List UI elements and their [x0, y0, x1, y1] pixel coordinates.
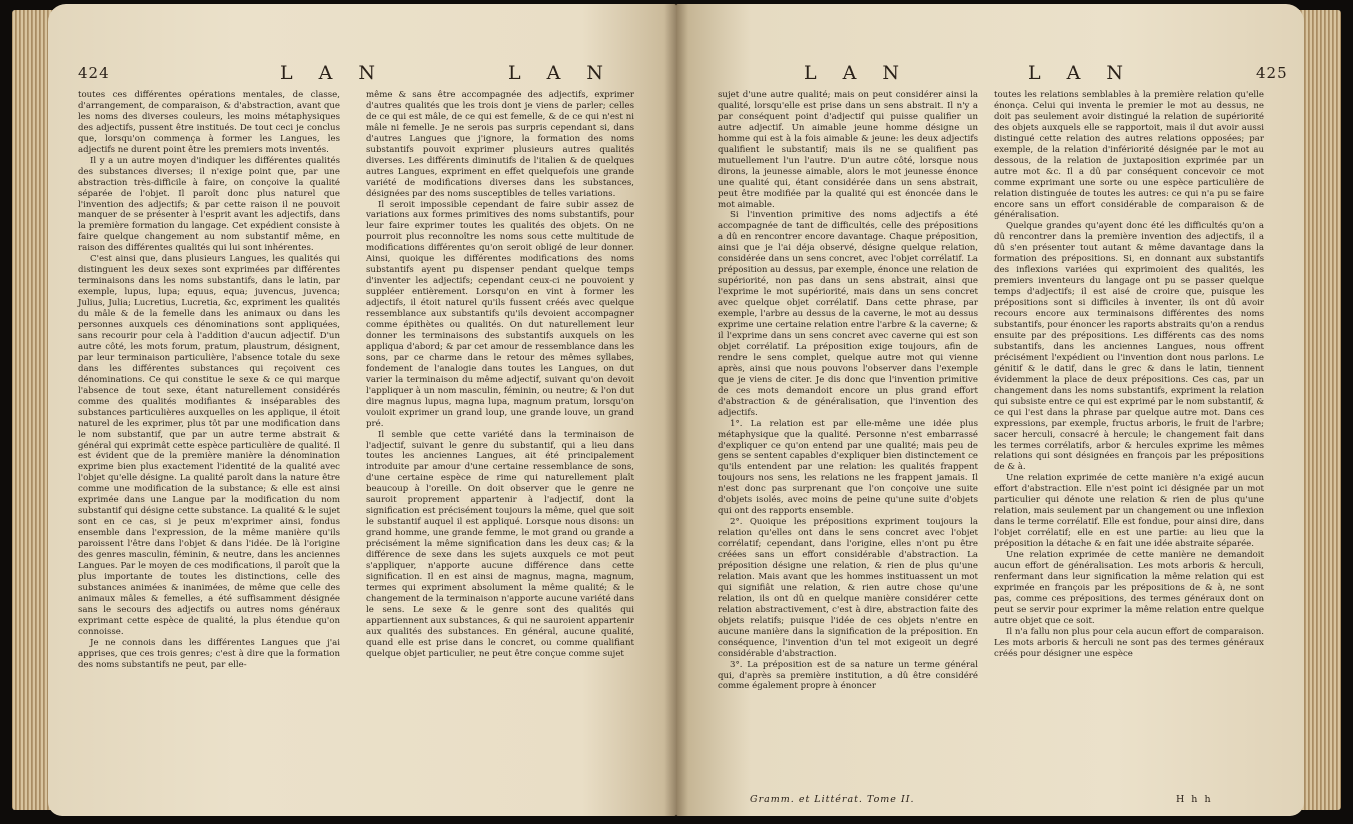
running-head: L A N	[804, 62, 910, 84]
paragraph: Quelque grandes qu'ayent donc été les difficultés qu'on a dû rencontrer dans la première invention des adjectifs, il a dû s'en présenter tout autant & même davantage dans la formation des prépositions. Si, en donnant aux substantifs des inflexions variées qui exprimoient des qualités, les premiers inventeurs du langage ont pu se passer quelque temps d'adjectifs; il est aisé de croire que, puisque les prépositions sont si difficiles à inventer, ils ont dû avoir recours encore aux terminaisons différentes des noms substantifs, pour énoncer les raports abstraits qu'on a rendus ensuite par des prépositions. Les différents cas des noms substantifs, dans les anciennes Langues, nous offrent précisément l'expédient ou l'invention dont nous parlons. Le génitif & le datif, dans le grec & dans le latin, tiennent évidemment la place de deux prépositions. Ces cas, par un changement dans les noms substantifs, expriment la relation qui subsiste entre ce qui est exprimé par le nom substantif, & ce qui l'est dans la phrase par quelque autre mot. Dans ces expressions, par exemple, fructus arboris, le fruit de l'arbre; sacer herculi, consacré à hercule; le changement fait dans les termes corrélatifs, arbor & hercules exprime les mêmes relations qui sont désignées en françois par les prépositions de & à.	[994, 221, 1264, 473]
paragraph: toutes ces différentes opérations mentales, de classe, d'arrangement, de comparaison, & d'abstraction, avant que les noms des diverses couleurs, les moins métaphysiques des adjectifs, pussent être institués. De tout ceci je conclus que, lorsqu'on commença à former les Langues, les adjectifs ne durent point être les premiers mots inventés.	[78, 90, 340, 155]
running-head: L A N	[280, 62, 386, 84]
paragraph: sujet d'une autre qualité; mais on peut considérer ainsi la qualité, lorsqu'elle est prise dans un sens abstrait. Il n'y a par conséquent point d'adjectif qui puisse qualifier un autre adjectif. Un aimable jeune homme désigne un homme qui est à la fois aimable & jeune: les deux adjectifs qualifient le substantif; mais ils ne se qualifient pas mutuellement l'un l'autre. D'un autre côté, lorsque nous dirons, la jeunesse aimable, alors le mot jeunesse énonce une qualité qui, étant considérée dans un sens abstrait, peut être modifiée par la qualité qui est énoncée dans le mot aimable.	[718, 90, 978, 210]
paragraph: 3°. La préposition est de sa nature un terme général qui, d'après sa première institution, a dû être considéré comme également propre à énoncer	[718, 659, 978, 692]
text-column-2	[366, 90, 634, 660]
paragraph: Si l'invention primitive des noms adjectifs a été accompagnée de tant de difficultés, celle des prépositions a dû en rencontrer encore davantage. Chaque préposition, ainsi que je l'ai déja observé, désigne quelque relation, considérée dans un sens concret, avec l'objet corrélatif. La préposition au dessus, par exemple, énonce une relation de supériorité, non pas dans un sens abstrait, ainsi que l'exprime le mot supériorité, mais dans un sens concret avec quelque objet corrélatif. Dans cette phrase, par exemple, l'arbre au dessus de la caverne, le mot au dessus exprime une certaine relation entre l'arbre & la caverne; & il l'exprime dans un sens concret avec caverne qui est son objet corrélatif. La préposition exige toujours, afin de rendre le sens complet, quelque autre mot qui vienne après, ainsi que nous pouvons l'observer dans l'exemple que je viens de citer. Je dis donc que l'invention primitive de ces mots demandoit encore un plus grand effort d'abstraction & de généralisation, que l'invention des adjectifs.	[718, 210, 978, 418]
signature-mark: H h h	[1176, 794, 1213, 805]
text-column-1	[78, 90, 340, 671]
paragraph: Il y a un autre moyen d'indiquer les différentes qualités des substances diverses; il n'exige point que, par une abstraction très-difficile à faire, on conçoive la qualité séparée de l'objet. Il paroît donc plus naturel que l'invention des adjectifs; & par cette raison il ne pouvoit manquer de se présenter à l'esprit avant les adjectifs, dans la première formation du langage. Cet expédient consiste à faire quelque changement au nom substantif même, en raison des différentes qualités qui lui sont inhérentes.	[78, 155, 340, 254]
text-column-1	[718, 90, 978, 692]
text-column-2	[994, 90, 1264, 660]
left-page	[48, 4, 676, 816]
book-gutter	[664, 4, 688, 816]
footer-title: Gramm. et Littérat. Tome II.	[750, 794, 915, 805]
page-number: 424	[78, 64, 110, 82]
paragraph: même & sans être accompagnée des adjectifs, exprimer d'autres qualités que les trois dont je viens de parler; celles de ce qui est mâle, de ce qui est femelle, & de ce qui n'est ni mâle ni femelle. Je ne serois pas surpris cependant si, dans d'autres Langues que j'ignore, la formation des noms substantifs pouvoit exprimer plusieurs autres qualités diverses. Les différents diminutifs de l'italien & de quelques autres Langues, expriment en effet quelquefois une grande variété de modifications diverses dans les substances, désignées par des noms susceptibles de telles variations.	[366, 90, 634, 199]
paragraph: Il seroit impossible cependant de faire subir assez de variations aux formes primitives des noms substantifs, pour leur faire exprimer toutes les qualités des objets. On ne pourroit plus reconnoître les noms sous cette multitude de modifications différentes qu'on seroit obligé de leur donner. Ainsi, quoique les différentes modifications des noms substantifs ayent pu dispenser pendant quelque temps d'inventer les adjectifs; cependant ceux-ci ne pouvoient y suppléer entièrement. Lorsqu'on en vint à former les adjectifs, il étoit naturel qu'ils fussent créés avec quelque ressemblance aux substantifs qu'ils devoient accompagner comme épithètes ou qualités. On dut naturellement leur donner les terminaisons des substantifs auxquels on les appliqua d'abord; & par cet amour de ressemblance dans les sons, par ce charme dans le retour des mêmes syllabes, fondement de l'analogie dans toutes les Langues, on dut varier la terminaison du même adjectif, suivant qu'on devoit l'appliquer à un nom masculin, féminin, ou neutre; & l'on dut dire magnus lupus, magna lupa, magnum pratum, lorsqu'on vouloit exprimer un grand loup, une grande louve, un grand pré.	[366, 199, 634, 429]
paragraph: Une relation exprimée de cette manière ne demandoit aucun effort de généralisation. Les mots arboris & herculi, renfermant dans leur signification la même relation qui est exprimée en françois par les prépositions de & à, ne sont pas, comme ces prépositions, des termes généraux dont on peut se servir pour exprimer la même relation entre quelque autre objet que ce soit.	[994, 550, 1264, 626]
right-page	[676, 4, 1304, 816]
running-head: L A N	[1028, 62, 1134, 84]
paragraph: 1°. La relation est par elle-même une idée plus métaphysique que la qualité. Personne n'est embarrassé d'expliquer ce qu'on entend par une qualité; mais peu de gens se sentent capables d'expliquer bien distinctement ce qu'ils entendent par une relation: les qualités frappent toujours nos sens, les relations ne les frappent jamais. Il n'est donc pas surprenant que l'on conçoive une suite d'objets isolés, avec moins de peine qu'une suite d'objets qui ont des rapports ensemble.	[718, 418, 978, 517]
paragraph: toutes les relations semblables à la première relation qu'elle énonça. Celui qui inventa le premier le mot au dessus, ne doit pas seulement avoir distingué la relation de supériorité des objets auxquels elle se rapportoit, mais il dut avoir aussi distingué cette relation des autres relations opposées; par exemple, de la relation d'infériorité désignée par le mot au dessous, de la relation de juxtaposition exprimée par un autre mot &c. Il a dû par conséquent concevoir ce mot comme exprimant une sorte ou une espèce particulière de relation distinguée de toutes les autres: ce qui n'a pu se faire encore sans un effort considérable de comparaison & de généralisation.	[994, 90, 1264, 221]
paragraph: C'est ainsi que, dans plusieurs Langues, les qualités qui distinguent les deux sexes sont exprimées par différentes terminaisons dans les noms substantifs, dans le latin, par exemple, lupus, lupa; equus, equa; juvencus, juvenca; Julius, Julia; Lucretius, Lucretia, &c, expriment les qualités du mâle & de la femelle dans les animaux ou dans les personnes auxquels ces dénominations sont appliquées, sans recourir pour cela à l'addition d'aucun adjectif. D'un autre côté, les mots forum, pratum, plaustrum, désignent, par leur terminaison particulière, l'absence totale du sexe dans les différentes substances qui reçoivent ces dénominations. Ce qui constitue le sexe & ce qui marque l'absence de tout sexe, étant naturellement considérés comme des qualités modifiantes & inséparables des substances particulières auxquelles on les applique, il étoit naturel de les exprimer, plus tôt par une modification dans le nom substantif, que par un autre terme abstrait & général qui exprimât cette espèce particulière de qualité. Il est évident que de la première manière la dénomination exprime bien plus exactement l'identité de la qualité avec l'objet qu'elle désigne. La qualité paroît dans la nature être comme une modification de la substance; & elle est ainsi exprimée dans une Langue par la modification du nom substantif qui désigne cette substance. La qualité & le sujet sont en ce cas, si je peux m'exprimer ainsi, fondus ensemble dans l'expression, de la même manière qu'ils paroissent l'être dans l'objet & dans l'idée. De là l'origine des genres masculin, féminin, & neutre, dans les anciennes Langues. Par le moyen de ces modifications, il paroît que la plus importante de toutes les distinctions, celle des substances animées & inanimées, de même que celle des animaux mâles & femelles, a été suffisamment désignée sans le secours des adjectifs ou autres noms généraux exprimant cette espèce de qualité, la plus étendue qu'on connoisse.	[78, 254, 340, 637]
running-head: L A N	[508, 62, 614, 84]
paragraph: Une relation exprimée de cette manière n'a exigé aucun effort d'abstraction. Elle n'est point ici désignée par un mot particulier qui dénote une relation & rien de plus qu'une relation, mais seulement par un changement ou une inflexion dans le terme corrélatif. Elle est fondue, pour ainsi dire, dans l'objet corrélatif; elle en est une partie: au lieu que la préposition la détache & en fait une idée abstraite séparée.	[994, 473, 1264, 550]
paragraph: Il semble que cette variété dans la terminaison de l'adjectif, suivant le genre du substantif, qui a lieu dans toutes les anciennes Langues, ait été principalement introduite par amour d'une certaine ressemblance de sons, d'une certaine espèce de rime qui naturellement plaît beaucoup à l'oreille. On doit observer que le genre ne sauroit proprement appartenir à l'adjectif, dont la signification est précisément toujours la même, quel que soit le substantif auquel il est appliqué. Lorsque nous disons: un grand homme, une grande femme, le mot grand ou grande a précisément la même signification dans les deux cas; & la différence de sexe dans les sujets auxquels ce mot peut s'appliquer, n'apporte aucune différence dans cette signification. Il en est ainsi de magnus, magna, magnum, termes qui expriment absolument la même qualité; & le changement de la terminaison n'apporte aucune variété dans le sens. Le sexe & le genre sont des qualités qui appartiennent aux substances, & qui ne sauroient appartenir aux qualités des substances. En général, aucune qualité, quand elle est prise dans le concret, ou comme qualifiant quelque objet particulier, ne peut être conçue comme sujet	[366, 429, 634, 659]
paragraph: Je ne connois dans les différentes Langues que j'ai apprises, que ces trois genres; c'est à dire que la formation des noms substantifs ne peut, par elle-	[78, 637, 340, 670]
page-number: 425	[1256, 64, 1288, 82]
paragraph: 2°. Quoique les prépositions expriment toujours la relation qu'elles ont dans le sens concret avec l'objet corrélatif; cependant, dans l'origine, elles n'ont pu être créées sans un effort considérable d'abstraction. La préposition désigne une relation, & rien de plus qu'une relation. Mais avant que les hommes instituassent un mot qui signifiât une relation, & rien autre chose qu'une relation, ils ont dû en quelque manière considérer cette relation abstractivement, c'est à dire, abstraction faite des objets relatifs; puisque l'idée de ces objets n'entre en aucune manière dans la signification de la préposition. En conséquence, l'invention d'un tel mot exigeoit un degré considérable d'abstraction.	[718, 517, 978, 659]
paragraph: Il n'a fallu non plus pour cela aucun effort de comparaison. Les mots arboris & herculi ne sont pas des termes généraux créés pour désigner une espèce	[994, 626, 1264, 659]
